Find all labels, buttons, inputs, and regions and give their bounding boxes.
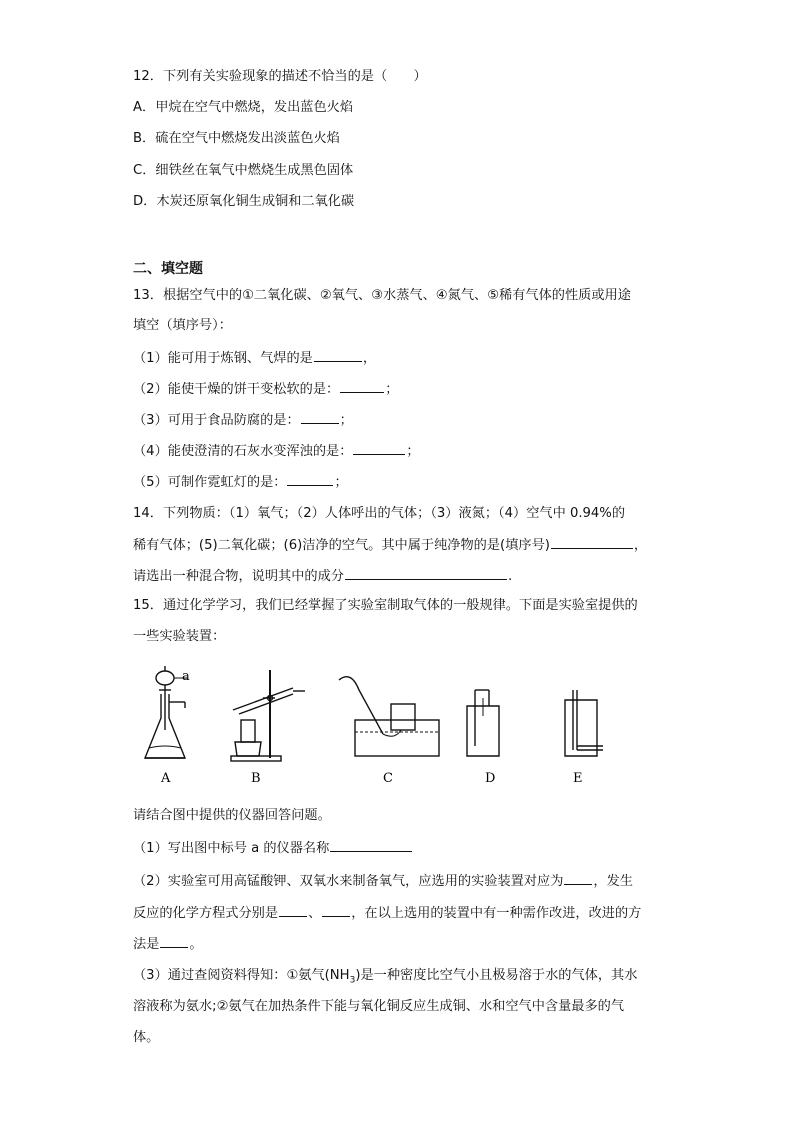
q13-item-4 — [133, 440, 420, 462]
q14-line3-text: 请选出一种混合物，说明其中的成分 — [133, 569, 344, 584]
q13-item-1 — [133, 347, 376, 369]
q15-part2-line2 — [133, 902, 641, 924]
q15-part3-line3: 体。 — [133, 1030, 160, 1045]
q14-line3-end: . — [508, 569, 513, 584]
q13-item-3 — [133, 409, 353, 431]
q13-item-5-text: （5）可制作霓虹灯的是： — [133, 475, 287, 490]
answer-blank[interactable] — [564, 870, 592, 885]
q14-line2 — [133, 534, 647, 556]
q15-part2-line2-tail: ，在以上选用的装置中有一种需作改进，改进的方 — [351, 906, 642, 921]
q14-line3 — [133, 565, 512, 587]
q13-item-1-text: （1）能可用于炼钢、气焊的是 — [133, 351, 313, 366]
q15-line2: 一些实验装置： — [133, 629, 226, 644]
q13-item-2 — [133, 378, 398, 400]
q13-item-4-end: ； — [406, 444, 420, 459]
q12-option-a: A．甲烷在空气中燃烧，发出蓝色火焰 — [133, 100, 354, 115]
q15-part2-line3 — [133, 933, 203, 955]
q15-part3-line1-a: （3）通过查阅资料得知：①氨气(NH — [133, 968, 350, 983]
q15-part2-line3-end: 。 — [189, 937, 203, 952]
answer-blank[interactable] — [314, 347, 362, 362]
q13-item-5 — [133, 471, 348, 493]
q13-item-5-end: ； — [334, 475, 348, 490]
subscript: 3 — [349, 975, 356, 986]
q13-item-2-end: ； — [385, 382, 399, 397]
q15-part2-separator: 、 — [308, 906, 322, 921]
answer-blank[interactable] — [322, 902, 350, 917]
answer-blank[interactable] — [287, 471, 333, 486]
apparatus-a — [145, 666, 187, 758]
q15-part2-line1-end: ，发生 — [593, 874, 633, 889]
q12-stem: 12．下列有关实验现象的描述不恰当的是（ ） — [133, 69, 427, 84]
q13-item-2-text: （2）能使干燥的饼干变松软的是： — [133, 382, 340, 397]
q12-option-b: B．硫在空气中燃烧发出淡蓝色火焰 — [133, 131, 340, 146]
q13-item-1-end: ， — [362, 351, 377, 366]
apparatus-figure — [133, 660, 673, 790]
q15-line1: 15．通过化学学习，我们已经掌握了实验室制取气体的一般规律。下面是实验室提供的 — [133, 598, 638, 613]
q14-line1: 14．下列物质：（1）氧气；（2）人体呼出的气体；（3）液氮；（4）空气中 0.94%的 — [133, 506, 626, 521]
q15-part2-line3-text: 法是 — [133, 937, 160, 952]
q15-part1-text: （1）写出图中标号 a 的仪器名称 — [133, 841, 330, 856]
figure-label-c: C — [383, 771, 393, 786]
apparatus-d — [467, 690, 499, 756]
q15-part1 — [133, 837, 413, 859]
q15-part2-line1-text: （2）实验室可用高锰酸钾、双氧水来制备氧气，应选用的实验装置对应为 — [133, 874, 564, 889]
q13-item-3-text: （3）可用于食品防腐的是： — [133, 413, 300, 428]
figure-label-d: D — [485, 771, 496, 786]
q14-line2-end: ， — [633, 538, 648, 553]
apparatus-e — [565, 690, 603, 756]
figure-label-e: E — [573, 771, 583, 786]
q15-part3-line2: 溶液称为氨水;②氨气在加热条件下能与氧化铜反应生成铜、水和空气中含量最多的气 — [133, 999, 625, 1014]
answer-blank[interactable] — [301, 409, 339, 424]
section-heading: 二、填空题 — [133, 261, 203, 277]
q13-item-3-end: ； — [339, 413, 353, 428]
answer-blank[interactable] — [345, 565, 507, 580]
q12-option-d: D．木炭还原氧化铜生成铜和二氧化碳 — [133, 194, 355, 209]
apparatus-c — [339, 677, 439, 756]
figure-label-b: B — [251, 771, 261, 786]
q15-part2-line1 — [133, 870, 633, 892]
q13-item-4-text: （4）能使澄清的石灰水变浑浊的是： — [133, 444, 353, 459]
q13-stem-line1: 13．根据空气中的①二氧化碳、②氧气、③水蒸气、④氮气、⑤稀有气体的性质或用途 — [133, 288, 631, 303]
q12-option-c: C．细铁丝在氧气中燃烧生成黑色固体 — [133, 163, 354, 178]
answer-blank[interactable] — [353, 440, 405, 455]
answer-blank[interactable] — [160, 933, 188, 948]
apparatus-b — [231, 670, 305, 761]
answer-blank[interactable] — [279, 902, 307, 917]
q15-part3-line1-b: )是一种密度比空气小且极易溶于水的气体，其水 — [355, 968, 638, 983]
answer-blank[interactable] — [551, 534, 633, 549]
figure-label-a: A — [161, 771, 171, 786]
answer-blank[interactable] — [330, 837, 412, 852]
answer-blank[interactable] — [340, 378, 384, 393]
q13-stem-line2: 填空（填序号）： — [133, 318, 232, 333]
q15-part2-line2-text: 反应的化学方程式分别是 — [133, 906, 279, 921]
q15-part3-line1 — [133, 966, 637, 991]
q14-line2-text: 稀有气体；(5)二氧化碳；(6)洁净的空气。其中属于纯净物的是(填序号) — [133, 538, 550, 553]
q15-instruction: 请结合图中提供的仪器回答问题。 — [133, 808, 331, 823]
label-a-mark: a — [182, 669, 190, 684]
